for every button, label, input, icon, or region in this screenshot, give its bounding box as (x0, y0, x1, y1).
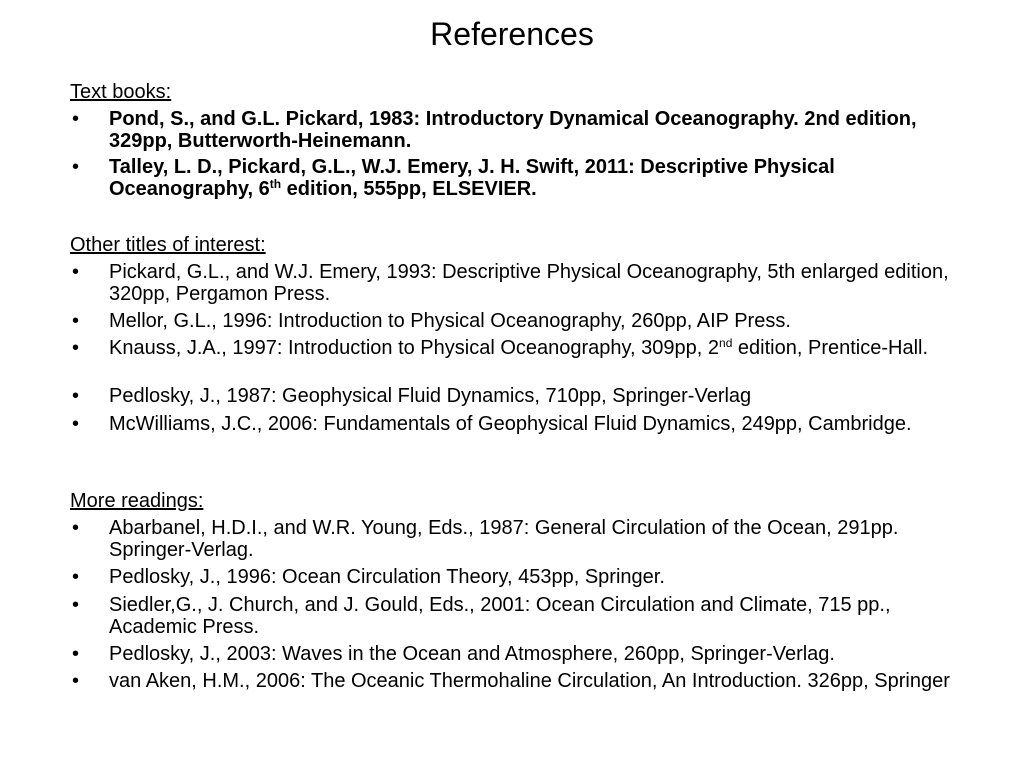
bullet-icon: • (72, 413, 80, 435)
bullet-icon: • (72, 108, 80, 130)
reference-text: Abarbanel, H.D.I., and W.R. Young, Eds., 1987: General Circulation of the Ocean, 291pp. Springer-Verlag. (109, 517, 899, 561)
reference-text-rest: edition, 555pp, ELSEVIER. (281, 178, 537, 200)
section-heading-textbooks: Text books: (70, 81, 172, 103)
list-item (72, 310, 972, 332)
bullet-icon: • (72, 337, 80, 359)
reference-text: Pedlosky, J., 1987: Geophysical Fluid Dynamics, 710pp, Springer-Verlag (109, 385, 752, 407)
reference-text: Siedler,G., J. Church, and J. Gould, Eds., 2001: Ocean Circulation and Climate, 715 pp., Academic Press. (109, 594, 891, 638)
bullet-icon: • (72, 261, 80, 283)
list-item (72, 517, 972, 561)
reference-text (109, 156, 972, 200)
reference-text (109, 337, 972, 359)
bullet-icon: • (72, 594, 80, 616)
bullet-icon: • (72, 156, 80, 178)
list-item (72, 594, 972, 638)
reference-text: van Aken, H.M., 2006: The Oceanic Thermohaline Circulation, An Introduction. 326pp, Springer (109, 670, 950, 692)
list-item (72, 108, 972, 152)
list-item (72, 385, 972, 407)
reference-text: Pond, S., and G.L. Pickard, 1983: Introductory Dynamical Oceanography. 2nd edition, 329pp, Butterworth-Heinemann. (109, 108, 917, 152)
list-item (72, 670, 972, 692)
reference-text-rest: edition, Prentice-Hall. (732, 337, 929, 359)
bullet-icon: • (72, 517, 80, 539)
ordinal-suffix: nd (719, 336, 733, 350)
reference-text-main: Talley, L. D., Pickard, G.L., W.J. Emery, J. H. Swift, 2011: Descriptive Physical Oceanography, 6 (109, 156, 835, 200)
reference-text: Pedlosky, J., 2003: Waves in the Ocean and Atmosphere, 260pp, Springer-Verlag. (109, 643, 835, 665)
reference-text: Pickard, G.L., and W.J. Emery, 1993: Descriptive Physical Oceanography, 5th enlarged edition, 320pp, Pergamon Press. (109, 261, 949, 305)
page-title: References (430, 16, 594, 52)
list-item (72, 566, 972, 588)
reference-text: Pedlosky, J., 1996: Ocean Circulation Theory, 453pp, Springer. (109, 566, 665, 588)
bullet-icon: • (72, 566, 80, 588)
list-item (72, 643, 972, 665)
ordinal-suffix: th (269, 177, 282, 191)
section-heading-more: More readings: (70, 490, 204, 512)
reference-text-main: Knauss, J.A., 1997: Introduction to Physical Oceanography, 309pp, 2 (109, 337, 720, 359)
reference-text: McWilliams, J.C., 2006: Fundamentals of Geophysical Fluid Dynamics, 249pp, Cambridge. (109, 413, 912, 435)
bullet-icon: • (72, 310, 80, 332)
bullet-icon: • (72, 385, 80, 407)
bullet-icon: • (72, 670, 80, 692)
list-item (72, 261, 972, 305)
bullet-icon: • (72, 643, 80, 665)
section-heading-other: Other titles of interest: (70, 234, 266, 256)
list-item (72, 337, 972, 359)
list-item (72, 413, 972, 435)
reference-text: Mellor, G.L., 1996: Introduction to Physical Oceanography, 260pp, AIP Press. (109, 310, 791, 332)
list-item (72, 156, 972, 200)
